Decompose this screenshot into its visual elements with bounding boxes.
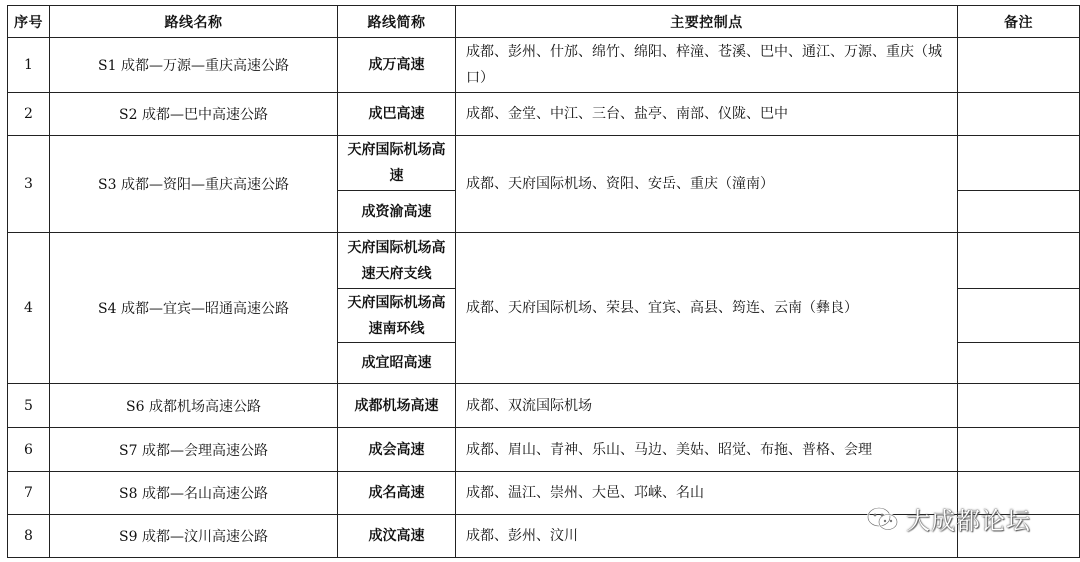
note-cell	[958, 191, 1080, 233]
wechat-icon	[866, 506, 900, 532]
route-short: 成万高速	[338, 38, 456, 93]
route-name: S3 成都—资阳—重庆高速公路	[50, 136, 338, 233]
table-row	[8, 384, 1080, 428]
row-index: 6	[8, 428, 50, 472]
route-short: 成资渝高速	[338, 191, 456, 233]
row-index: 1	[8, 38, 50, 93]
route-name: S2 成都—巴中高速公路	[50, 93, 338, 136]
table-row	[8, 136, 1080, 191]
route-short: 成宜昭高速	[338, 343, 456, 384]
table-row	[8, 38, 1080, 93]
note-cell	[958, 289, 1080, 343]
table-row	[8, 233, 1080, 289]
header-idx: 序号	[8, 6, 50, 38]
note-cell	[958, 343, 1080, 384]
row-index: 4	[8, 233, 50, 384]
route-short: 成名高速	[338, 472, 456, 515]
note-cell	[958, 136, 1080, 191]
row-index: 5	[8, 384, 50, 428]
control-points: 成都、天府国际机场、荣县、宜宾、高县、筠连、云南（彝良）	[456, 233, 958, 384]
route-name: S9 成都—汶川高速公路	[50, 515, 338, 558]
route-short: 天府国际机场高速天府支线	[338, 233, 456, 289]
route-short: 成汶高速	[338, 515, 456, 558]
route-name: S1 成都—万源—重庆高速公路	[50, 38, 338, 93]
route-short: 成巴高速	[338, 93, 456, 136]
route-short: 成都机场高速	[338, 384, 456, 428]
control-points: 成都、眉山、青神、乐山、马边、美姑、昭觉、布拖、普格、会理	[456, 428, 958, 472]
note-cell	[958, 38, 1080, 93]
table-header-row	[8, 6, 1080, 38]
header-note: 备注	[958, 6, 1080, 38]
header-control-points: 主要控制点	[456, 6, 958, 38]
control-points: 成都、彭州、什邡、绵竹、绵阳、梓潼、苍溪、巴中、通江、万源、重庆（城口）	[456, 38, 958, 93]
row-index: 7	[8, 472, 50, 515]
route-name: S6 成都机场高速公路	[50, 384, 338, 428]
route-short: 成会高速	[338, 428, 456, 472]
note-cell	[958, 233, 1080, 289]
watermark-text: 大成都论坛	[906, 507, 1031, 535]
row-index: 2	[8, 93, 50, 136]
control-points: 成都、双流国际机场	[456, 384, 958, 428]
table-row	[8, 93, 1080, 136]
route-name: S7 成都—会理高速公路	[50, 428, 338, 472]
control-points: 成都、温江、崇州、大邑、邛崃、名山	[456, 472, 958, 515]
route-name: S4 成都—宜宾—昭通高速公路	[50, 233, 338, 384]
header-route-short: 路线简称	[338, 6, 456, 38]
note-cell	[958, 428, 1080, 472]
route-short: 天府国际机场高速南环线	[338, 289, 456, 343]
control-points: 成都、天府国际机场、资阳、安岳、重庆（潼南）	[456, 136, 958, 233]
header-route-name: 路线名称	[50, 6, 338, 38]
highway-table	[7, 5, 1080, 558]
row-index: 3	[8, 136, 50, 233]
watermark	[866, 501, 1031, 536]
route-short: 天府国际机场高速	[338, 136, 456, 191]
row-index: 8	[8, 515, 50, 558]
route-name: S8 成都—名山高速公路	[50, 472, 338, 515]
control-points: 成都、彭州、汶川	[456, 515, 958, 558]
note-cell	[958, 384, 1080, 428]
table-row	[8, 428, 1080, 472]
control-points: 成都、金堂、中江、三台、盐亭、南部、仪陇、巴中	[456, 93, 958, 136]
note-cell	[958, 93, 1080, 136]
